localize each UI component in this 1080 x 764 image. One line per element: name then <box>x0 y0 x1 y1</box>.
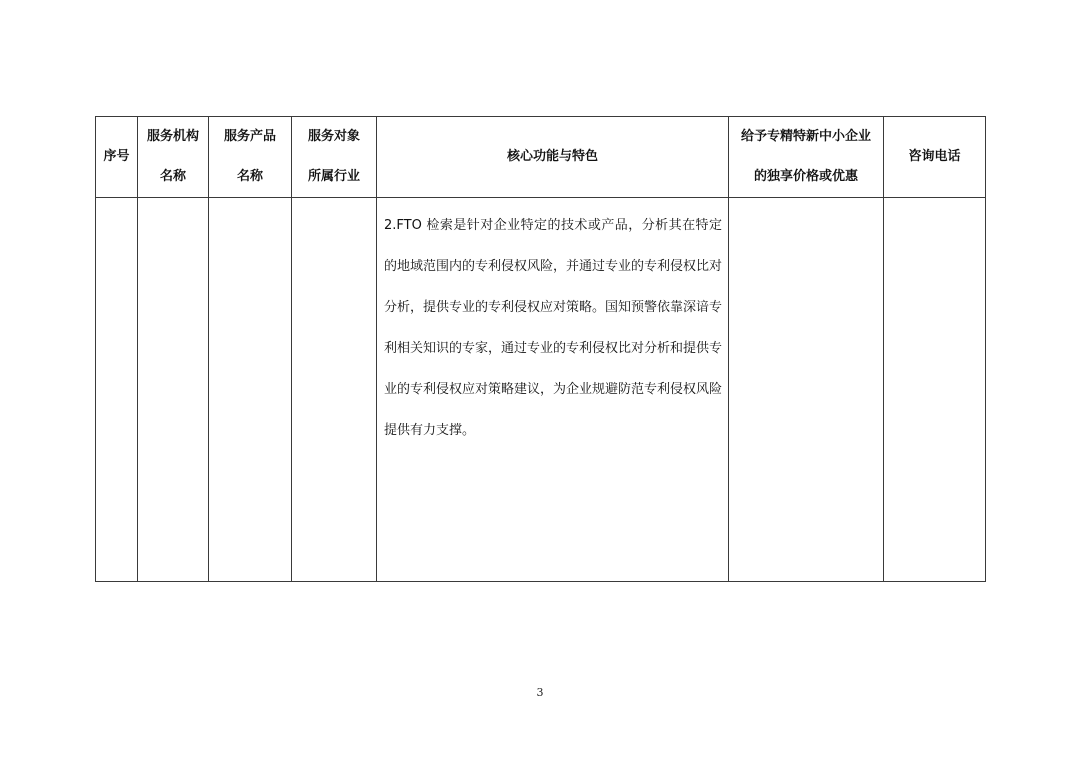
header-index: 序号 <box>96 117 138 198</box>
cell-phone <box>884 198 986 582</box>
table-header-row <box>96 117 986 198</box>
cell-discount <box>729 198 884 582</box>
header-org-name: 服务机构 名称 <box>138 117 209 198</box>
cell-index <box>96 198 138 582</box>
page-number: 3 <box>536 686 544 699</box>
cell-product-name <box>209 198 292 582</box>
header-phone: 咨询电话 <box>884 117 986 198</box>
cell-industry <box>292 198 377 582</box>
header-core-features: 核心功能与特色 <box>377 117 729 198</box>
cell-core-features <box>377 198 729 582</box>
service-table <box>95 116 986 582</box>
header-discount: 给予专精特新中小企业 的独享价格或优惠 <box>729 117 884 198</box>
table-row <box>96 198 986 582</box>
core-features-text: 2.FTO 检索是针对企业特定的技术或产品，分析其在特定的地域范围内的专利侵权风险，并通过专业的专利侵权比对分析，提供专业的专利侵权应对策略。国知预警依靠深谙专利相关知识的专家，通过专业的专利侵权比对分析和提供专业的专利侵权应对策略建议，为企业规避防范专利侵权风险提供有力支撑。 <box>384 218 723 438</box>
header-industry: 服务对象 所属行业 <box>292 117 377 198</box>
cell-org-name <box>138 198 209 582</box>
header-product-name: 服务产品 名称 <box>209 117 292 198</box>
